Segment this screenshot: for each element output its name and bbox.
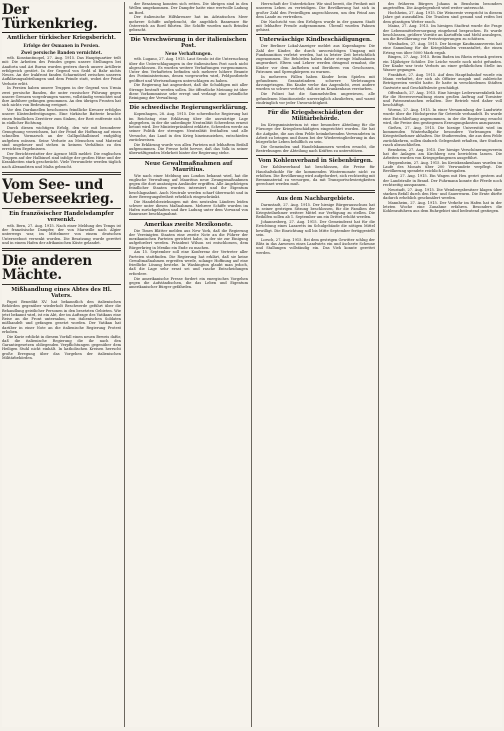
paragraph: Vor den Dardanellen beschossen feindliche Kreuzer erfolglos unsere Küstenbefestigungen. Eine türkische Batterie brachte einen feindlichen Zerstörer zum Sinken, der Rest entfernte sich in südlicher Richtung. [2,108,121,125]
banner-andere-maechte: Die anderen Mächte. [2,253,93,284]
column-3 [256,2,379,727]
divider [2,248,121,251]
paragraph: In mehreren Fällen haben Kinder beim Spielen mit gefundenen Granatzündern schwere Verletzungen davongetragen. Ein Knabe verlor das Augenlicht, zwei andere wurden so schwer verletzt, daß sie im Krankenhaus verstarben. [256,74,375,92]
paragraph: Herrschaft der Unterdrücker. Wir sind bereit, die Freiheit mit unserem Leben zu verteidigen. Die Bevölkerung hat sich in großer Zahl den Freiwilligen angeschlossen, um den Feind aus dem Lande zu vertreiben. [256,2,375,19]
divider [129,219,248,220]
article-body-mauritius [129,174,248,217]
article-subtitle-persia: Erfolge der Osmanen in Persien. [23,43,100,48]
paragraph: Die Regierung hat angeordnet, daß die Schuldigen mit aller Strenge bestraft werden sollen. Die öffentliche Meinung ist über diese Vorkommnisse sehr erregt und verlangt eine gründliche Reinigung der Verwaltung. [129,83,248,101]
paragraph: Am 15. September soll eine Konferenz der Vertreter aller Parteien stattfinden. Die Regierung hat erklärt, daß sie keine Gewaltmaßnahmen ergreifen werde, solange Hoffnung auf eine friedliche Lösung bestehe. In Washington glaubt man jedoch, daß die Lage sehr ernst sei und rasche Entscheidungen erfordere. [129,250,248,276]
paragraph: Worms, 27. Aug. 1915. In einer Versammlung der Landwirte wurde über die Höchstpreise für Getreide verhandelt. Es wurde eine Entschließung angenommen, in der die Regierung ersucht wird, die Preise den gestiegenen Erzeugungskosten anzupassen. [383,108,502,125]
article-body-turkish-report [2,56,121,169]
paragraph: Mannheim, 27. Aug. 1915. Der Verkehr im Hafen hat in der letzten Woche eine Zunahme erfahren. Besonders die Kohlenzufuhren aus dem Ruhrgebiet sind bedeutend gestiegen. [383,200,502,214]
paragraph: Bingen, 27. Aug. 1915. Beim Baden im Rhein ertrank gestern ein 14jähriger Schüler. Die Leiche wurde noch nicht gefunden. Der Knabe war trotz Verbots an einer gefährlichen Stelle ins Wasser gegangen. [383,55,502,73]
article-body-continued [256,2,375,32]
article-title-veterans: Für die Kriegsbeschädigten der Militärbehörde. [267,110,364,123]
paragraph: wtb. Bern, 27. Aug. 1915. Nach einer Meldung des Temps ist der französische Dampfer, der von Marseille nach Algier unterwegs war, im Mittelmeer von einem deutschen Unterseeboot versenkt worden. Die Besatzung wurde gerettet und in einem Hafen der afrikanischen Küste gelandet. [2,223,121,245]
paragraph: Der Berliner Lokal-Anzeiger meldet aus Kopenhagen: Die Zahl der Kinder, die durch unvorsichtigen Umgang mit Fundmunition verletzt werden, hat in letzter Zeit beträchtlich zugenommen. Die Behörden haben daher strenge Maßnahmen angeordnet. Eltern und Lehrer werden dringend ermahnt, die Kinder vor dem Aufheben und Berühren von Geschossen, Patronen und Sprengkörpern zu warnen. [256,44,375,74]
article-body-children [256,44,375,105]
banner-turkenkrieg: Der Türkenkrieg. [2,3,121,33]
paragraph: Darmstadt, 27. Aug. 1915. Der hiesige Bürgerausschuss hat in seiner gestrigen Sitzung beschlossen, für die Familien der Kriegsteilnehmer weitere Mittel zur Verfügung zu stellen. Die Beihilfen sollen ab 1. September um ein Drittel erhöht werden. [256,202,375,220]
divider [256,190,375,193]
article-title-children: Unterwäschige Kindbeschädigungen. [259,37,372,44]
paragraph: Der Kohlenverband hat beschlossen, die Preise für Haushaltskohle für die kommenden Wintermonate nicht zu erhöhen. Die Bevölkerung wird aufgefordert, sich rechtzeitig mit Brennmaterial zu versorgen, da mit Transportschwierigkeiten gerechnet werden muß. [256,165,375,187]
paragraph: Gießen, 27. Aug. 1915. Die hiesige Universität wird im kommenden Winterhalbjahr besondere Vorlesungen für Kriegsteilnehmer abhalten. Die Studierenden, die aus dem Felde zurückkehren, sollen dadurch Gelegenheit erhalten, ihre Studien rasch abzuschließen. [383,125,502,147]
article-body-post [129,57,248,100]
column-1 [2,2,125,727]
article-title-coal: Vom Kohlenverband in Siebenbürgen. [258,158,373,165]
article-body-coal [256,165,375,186]
article-body-neighborhood [256,203,375,255]
divider [256,155,375,156]
paragraph: Wiesbaden, 27. Aug. 1915. Der hiesige Kaufmannsverein hat eine Sammlung für die Kriegsblinden veranstaltet, die einen Ertrag von über 5000 Mark ergab. [383,42,502,55]
paragraph: Die Erklärung wurde von allen Parteien mit lebhaftem Beifall aufgenommen. Die Presse hebt hervor, daß das Volk in seiner überwältigenden Mehrheit hinter der Regierung stehe. [129,142,248,156]
paragraph: der Besatzung konnten sich retten. Die übrigen sind in den Wellen umgekommen. Der Dampfer hatte eine wertvolle Ladung an Bord. [129,2,248,15]
paragraph: Mainz, 27. Aug. 1915. Im hiesigen Stadtrat wurde die Frage der Lebensmittelversorgung eingehend besprochen. Es wurde beschlossen, größere Vorräte an Kartoffeln und Mehl anzulegen, um die Bevölkerung vor Preissteigerungen zu schützen. [383,24,502,42]
paragraph: Die amerikanische Presse fordert ein energisches Vorgehen gegen die Aufständischen, die das Leben und Eigentum amerikanischer Bürger gefährden. [129,276,248,290]
paragraph: Die Gemeinden und Handelskammern werden ersucht, die Bestrebungen der Abteilung nach Kräften zu unterstützen. [256,144,375,154]
article-title-sweden: Die schwedische Regierungserklärung. [129,105,248,112]
paragraph: wtb. Lugano, 27. Aug. 1915. Laut Secolo ist die Untersuchung über die Unterschlagungen in der italienischen Post noch nicht abgeschlossen. Es wurden weitere Verhaftungen vorgenommen. Unter den Verhafteten befinden sich mehrere höhere Beamte des Postministeriums, denen vorgeworfen wird, Feldpostbriefe geöffnet und Wertsendungen unterschlagen zu haben. [129,57,248,83]
article-body-mexico [129,229,248,290]
newspaper-page [2,2,502,727]
paragraph: Im Kriegsministerium ist eine besondere Abteilung für die Fürsorge der Kriegsbeschädigten eingerichtet worden. Sie hat die Aufgabe, die aus dem Felde heimkehrenden Verwundeten in Arbeit zu bringen und ihnen bei der Wiedereingliederung in das bürgerliche Leben behilflich zu sein. [256,123,375,145]
article-body-local-news [383,2,502,214]
paragraph: wtb. Konstantinopel, 27. Aug. 1915. Das Hauptquartier teilt mit: Die Arbeiten des Feindes gegen unsere Stellungen bei Anaforta und Ari Burnu wurden gestern durch unsere Artillerie erfolgreich gestört. In der Gegend von Sedd ul Bahr nichts Neues. An der Irakfront fanden Scharmützel zwischen unseren Aufklärungsabteilungen und dem Feinde statt, wobei der Feind Verluste erlitt. [2,56,121,86]
article-title-neighborhood: Aus dem Nachbargebiete. [276,195,355,202]
divider [2,172,121,175]
paragraph: Heppenheim, 27. Aug. 1915. Im Kreiskrankenhaus wurden im Laufe des Monats über 200 Verwundete verpflegt. Die Bevölkerung spendete reichlich Liebesgaben. [383,160,502,174]
article-body-sweden [129,112,248,155]
column-2 [129,2,252,727]
article-body-sea [2,224,121,245]
divider [129,158,248,159]
paragraph: Johannesberg, 27. Aug. 1915. Der Gemeinderat hat für die Errichtung eines Lazaretts im Schulgebäude die nötigen Mittel bewilligt. Die Einrichtung soll bis Mitte September fertiggestellt sein. [256,220,375,237]
paragraph: Frankfurt, 27. Aug. 1915. Auf dem Hauptbahnhof wurde ein Mann verhaftet, der sich als Offizier ausgab und zahlreiche Betrügereien verübt hatte. Er hatte in verschiedenen Städten Gastwirte und Geschäftsleute geschädigt. [383,72,502,90]
paragraph: Durch diesen wichtigen Erfolg, den wir mit besonderer Genugtuung verzeichnen, hat der Feind die Hoffnung auf einen schnellen Vormarsch an der Gallipolihalbinsel endgültig aufgeben müssen. Seine Verluste an Menschen und Material sind ungeheuer und stehen in keinem Verhältnis zu den erreichten Ergebnissen. [2,125,121,152]
paragraph: Papst Benedikt XV. hat bekanntlich den italienischen Behörden gegenüber wiederholt Beschwerde geführt über die Behandlung geistlicher Personen in den besetzten Gebieten. Wie jetzt bekannt wird, ist ein Abt, der im Auftrage des Vatikans eine Reise an die Front unternahm, von italienischen Soldaten mißhandelt und gefangen gesetzt worden. Der Vatikan hat darüber in einer Note an die italienische Regierung Protest erhoben. [2,300,121,334]
paragraph: Die Polizei hat die Sammelstellen angewiesen, alle gefundenen Munitionsteile unverzüglich abzuliefern, und warnt eindringlich vor jeder Unvorsichtigkeit. [256,92,375,105]
article-title-turkish-report: Amtlicher türkischer Kriegsbericht. [7,35,116,41]
article-title-post: Die Verschwörung in der italienischen Post. [130,37,247,50]
divider [129,102,248,103]
paragraph: Lorsch, 27. Aug. 1915. Bei dem gestrigen Gewitter schlug der Blitz in das Anwesen eines Landwirts ein und äscherte Scheune und Stallungen vollständig ein. Das Vieh konnte gerettet werden. [256,237,375,255]
article-title-mexico: Amerikas zweite Mexikonote. [144,221,233,228]
article-subtitle-bands: Zwei persische Banden vernichtet. [20,50,103,55]
paragraph: Wie nach einer Meldung aus London bekannt wird, hat die englische Verwaltung auf Mauritius neue Zwangsmaßnahmen gegen die dort ansässigen Ausländer ergriffen. Alle Angehörigen feindlicher Staaten wurden interniert und ihr Eigentum beschlagnahmt. Auch Neutrale werden scharf überwacht und in ihrer Bewegungsfreiheit erheblich eingeschränkt. [129,173,248,199]
paragraph: Kopenhagen, 28. Aug. 1915. Die schwedische Regierung hat im Reichstag eine Erklärung über die auswärtige Lage abgegeben, in der die unbedingte Neutralität Schwedens erneut betont wird. Der Ministerpräsident erklärte, Schweden werde an seiner Politik der strengen Neutralität festhalten und alle Versuche, das Land in den Krieg hineinzuziehen, entschieden zurückweisen. [129,112,248,142]
paragraph: Hochheim, 27. Aug. 1915. Die Weinernte verspricht in diesem Jahre gut auszufallen. Die Trauben sind gesund und reifen bei dem günstigen Wetter rasch. [383,11,502,24]
paragraph: Die Nachricht von den Erfolgen wurde in der ganzen Stadt mit lebhafter Freude aufgenommen. Überall wurden Fahnen gehisst. [256,19,375,33]
article-subtitle-post: Neue Verhaftungen. [164,51,213,57]
divider [2,208,121,209]
banner-seekrieg: Vom See- und Ueberseekrieg. [2,176,114,207]
divider [2,284,121,285]
paragraph: Die Times Blätter melden aus New York, daß die Regierung der Vereinigten Staaten eine zweite Note an die Führer der mexikanischen Parteien gerichtet habe, in der sie zur Einigung aufgefordert werden. Präsident Wilson sei entschlossen, dem Bürgerkrieg in Mexiko ein Ende zu machen. [129,228,248,250]
paragraph: Die Kurie erblickt in diesem Vorfall einen neuen Beweis dafür, daß die italienische Regierung die ihr nach den Garantiegesetzen obliegenden Verpflichtungen gegenüber dem Heiligen Stuhl nicht einhält. In katholischen Kreisen herrscht große Erregung über das Vorgehen der italienischen Militärbehörden. [2,334,121,360]
paragraph: Der Berichterstatter der Agence Milli meldet: Die englischen Truppen auf der Halbinsel sind infolge der großen Hitze und der Krankheiten stark geschwächt. Viele Verwundete werden täglich nach Alexandrien und Malta gebracht. [2,151,121,169]
article-title-pope: Mißhandlung eines Abtes des Hl. Vaters. [11,287,112,300]
divider [256,107,375,108]
article-title-sea: Ein französischer Handelsdampfer versenkt. [9,210,114,223]
article-body-veterans [256,123,375,153]
paragraph: Bensheim, 27. Aug. 1915. Der hiesige Verschönerungsverein hat die Anlagen am Kirchberg neu herrichten lassen. Die Arbeiten wurden von Kriegsgefangenen ausgeführt. [383,147,502,161]
divider [129,34,248,35]
paragraph: des früheren Bürgers Johann in Bensheim besonders angetroffen. Die Angelegenheit wird weiter untersucht. [383,2,502,11]
article-body-continued [129,2,248,32]
paragraph: Die Handelsbeziehungen mit den neutralen Ländern leiden schwer unter diesen Maßnahmen. Mehrere Schiffe wurden im Hafen zurückgehalten und ihre Ladung unter dem Vorwand von Bannware beschlagnahmt. [129,199,248,217]
paragraph: Neustadt, 27. Aug. 1915. Die Weinbergsbesitzer klagen über starken Befall durch den Heu- und Sauerwurm. Die Ernte dürfte dadurch erheblich geschmälert werden. [383,187,502,201]
column-4 [383,2,502,727]
paragraph: Alzey, 27. Aug. 1915. Ein Wagen mit Heu geriet gestern auf der Landstraße in Brand. Der Fuhrmann konnte die Pferde noch rechtzeitig ausspannen. [383,174,502,187]
paragraph: Der italienische Hilfskreuzer hat im Adriatischen Meer mehrere Schiffe aufgebracht, die angeblich Bannware für Österreich an Bord führten. Die Schiffe wurden nach Brindisi gebracht. [129,15,248,33]
paragraph: Offenbach, 27. Aug. 1915. Eine hiesige Lederwarenfabrik hat für die Heeresverwaltung einen großen Auftrag auf Tornister und Patronentaschen erhalten. Der Betrieb wird daher voll beschäftigt. [383,90,502,108]
divider [256,34,375,35]
article-body-pope [2,300,121,360]
paragraph: In Persien haben unsere Truppen in der Gegend von Urmia zwei persische Banden, die unter russischer Führung gegen unsere Grenzen vorgedrungen waren, vollständig vernichtet und ihre Anführer gefangen genommen. An den übrigen Fronten hat sich nichts von Bedeutung ereignet. [2,86,121,108]
article-title-mauritius: Neue Gewaltmaßnahmen auf Mauritius. [144,160,233,173]
